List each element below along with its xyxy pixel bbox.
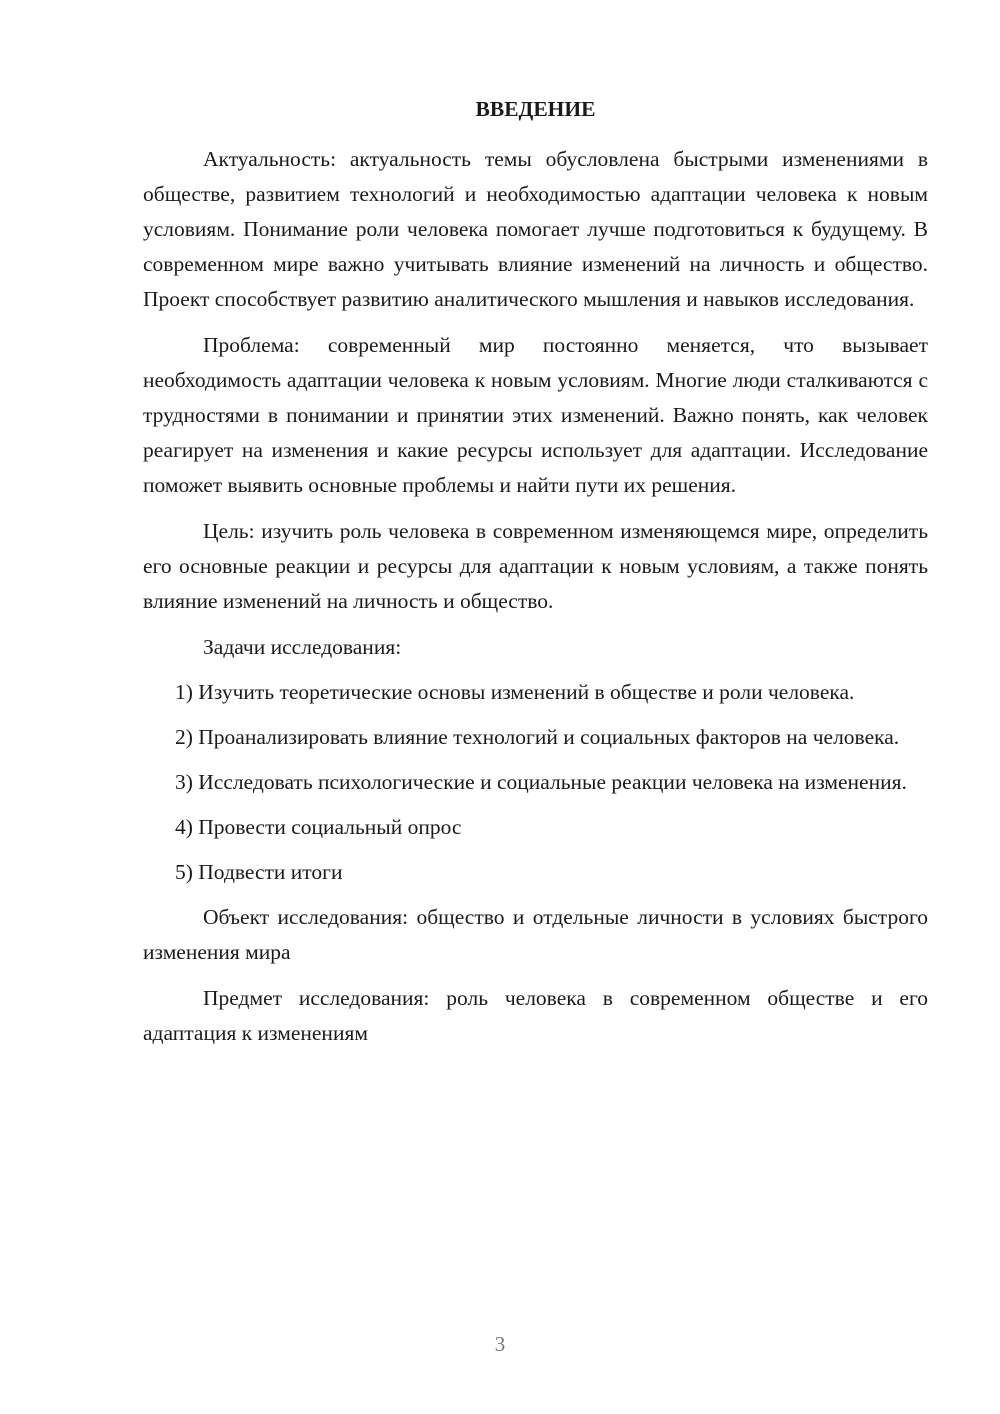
task-item: 2) Проанализировать влияние технологий и социальных факторов на человека.: [175, 725, 900, 749]
page-number: 3: [494, 1332, 506, 1356]
task-item: 4) Провести социальный опрос: [175, 815, 462, 839]
task-item: 3) Исследовать психологические и социальные реакции человека на изменения.: [175, 770, 907, 794]
problem-paragraph: Проблема: современный мир постоянно меняется, что вызывает необходимость адаптации человека к новым условиям. Многие люди сталкиваются с трудностями в понимании и принятии этих изменений. Важно понять, как человек реагирует на изменения и какие ресурсы использует для адаптации. Исследование поможет выявить основные проблемы и найти пути их решения.: [143, 333, 928, 497]
goal-paragraph: Цель: изучить роль человека в современном изменяющемся мире, определить его основные реакции и ресурсы для адаптации к новым условиям, а также понять влияние изменений на личность и общество.: [143, 519, 928, 613]
object-paragraph: Объект исследования: общество и отдельные личности в условиях быстрого изменения мира: [143, 905, 928, 964]
task-item: 1) Изучить теоретические основы изменений в обществе и роли человека.: [175, 680, 855, 704]
section-title: ВВЕДЕНИЕ: [475, 97, 596, 121]
document-page: [143, 92, 928, 1062]
task-item: 5) Подвести итоги: [175, 860, 343, 884]
tasks-heading: Задачи исследования:: [203, 635, 402, 659]
subject-paragraph: Предмет исследования: роль человека в современном обществе и его адаптация к изменениям: [143, 986, 928, 1045]
relevance-paragraph: Актуальность: актуальность темы обусловлена быстрыми изменениями в обществе, развитием технологий и необходимостью адаптации человека к новым условиям. Понимание роли человека помогает лучше подготовиться к будущему. В современном мире важно учитывать влияние изменений на личность и общество. Проект способствует развитию аналитического мышления и навыков исследования.: [143, 147, 928, 311]
